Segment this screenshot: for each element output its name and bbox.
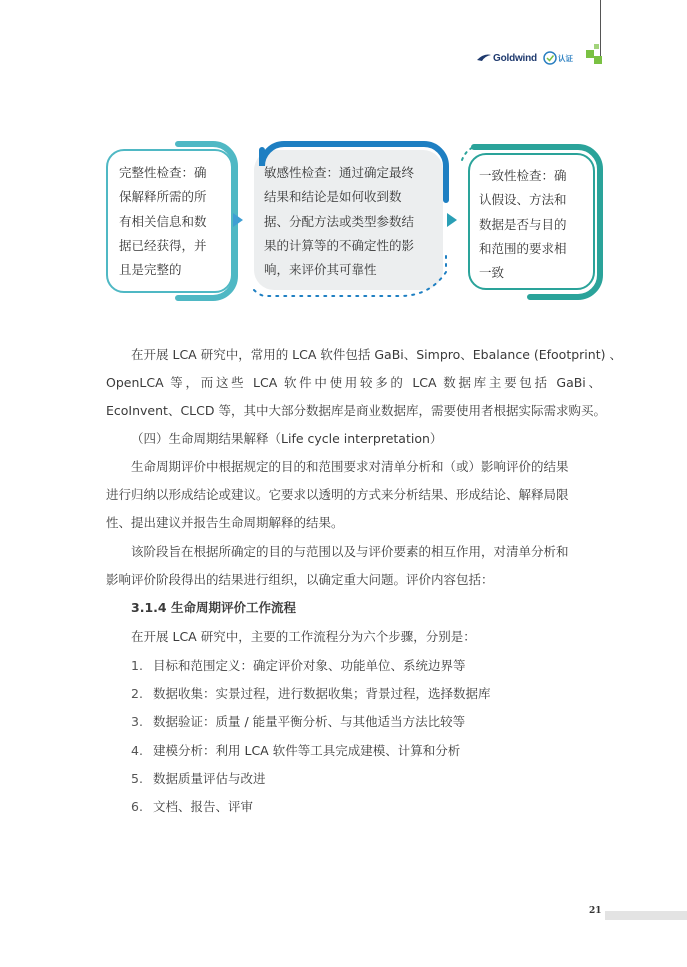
list-item: 5. 数据质量评估与改进 bbox=[131, 770, 266, 786]
list-item: 1. 目标和范围定义：确定评价对象、功能单位、系统边界等 bbox=[131, 658, 466, 673]
list-item: 2. 数据收集：实景过程，进行数据收集；背景过程，选择数据库 bbox=[131, 686, 491, 702]
footer-bar bbox=[605, 911, 687, 920]
goldwind-wordmark: Goldwind bbox=[493, 52, 537, 64]
list-item: 6. 文档、报告、评审 bbox=[131, 798, 254, 814]
workflow-intro: 在开展 LCA 研究中，主要的工作流程分为六个步骤，分别是： bbox=[131, 629, 476, 644]
consistency-check-text: 一致性检查：确 认假设、方法和 数据是否与目的 和范围的要求相 一致 bbox=[479, 168, 567, 281]
sensitivity-check-text: 敏感性检查：通过确定最终 结果和结论是如何收到数 据、分配方法或类型参数结 果的计算等的不确定性的影 响，来评价其可靠性 bbox=[264, 165, 415, 278]
page-number: 21 bbox=[589, 906, 602, 916]
interpretation-paragraph: 生命周期评价中根据规定的目的和范围要求对清单分析和（或）影响评价的结果 进行归纳以形成结论或建议。它要求以透明的方式来分析结果、形成结论、解释局限 性、提出建议并报告生命周期解释的结果。 bbox=[106, 459, 569, 530]
stage-purpose-paragraph: 该阶段旨在根据所确定的目的与范围以及与评价要素的相互作用，对清单分析和 影响评价阶段得出的结果进行组织，以确定重大问题。评价内容包括： bbox=[106, 544, 569, 587]
list-item: 3. 数据验证：质量 / 能量平衡分析、与其他适当方法比较等 bbox=[131, 714, 466, 730]
section-heading-3-1-4: 3.1.4 生命周期评价工作流程 bbox=[131, 600, 296, 615]
completeness-check-text: 完整性检查：确 保解释所需的所 有相关信息和数 据已经获得，并 且是完整的 bbox=[119, 165, 207, 278]
interpretation-check-flow bbox=[0, 0, 687, 320]
lca-software-paragraph: 在开展 LCA 研究中，常用的 LCA 软件包括 GaBi、Simpro、Ebalance (Efootprint) 、 OpenLCA 等，而这些 LCA 软件中使用较多的 LCA 数据库主要包括 GaBi、 EcoInvent、CLCD 等，其中大部分数据库是商业数据库，需要使用者根据实际需求购买。 bbox=[106, 347, 622, 418]
list-item: 4. 建模分析：利用 LCA 软件等工具完成建模、计算和分析 bbox=[131, 742, 461, 758]
workflow-steps-list bbox=[131, 652, 491, 821]
arrow-right-icon bbox=[447, 213, 457, 227]
interpretation-subheading: （四）生命周期结果解释（Life cycle interpretation） bbox=[131, 431, 443, 446]
certification-wordmark: 认证 bbox=[557, 53, 573, 63]
